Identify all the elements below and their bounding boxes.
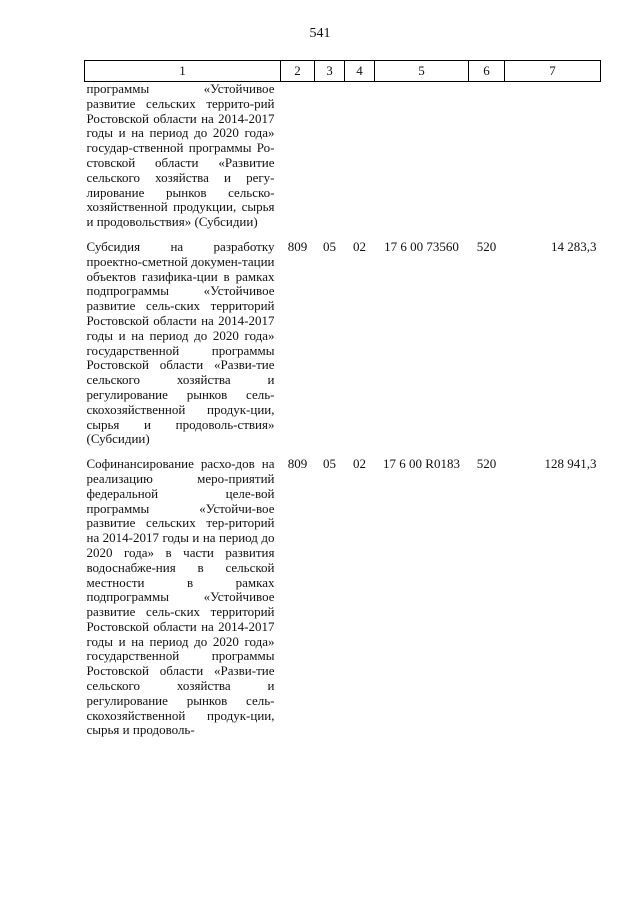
row-description: Софинансирование расхо-дов на реализацию меро-приятий федеральной целе-вой программы «Устойчи-вое развитие сельских тер-риторий на 2014-2017 годы и на период до 2020 года» в части развития водоснабже-ния в сельской местности в рамках подпрограммы «Устойчивое развитие сель-ских территорий Ростовской области на 2014-2017 годы и на период до 2020 года» государственной программы Ростовской области «Разви-тие сельского хозяйства и регулирование рынков сель-скохозяйственной продук-ции, сырья и продоволь- (86, 456, 275, 738)
row-target-article: 17 6 00 73560 (384, 238, 459, 254)
row-ministry-code (281, 82, 315, 230)
column-header-1: 1 (85, 61, 281, 82)
row-amount: 14 283,3 (551, 238, 597, 254)
table-row (85, 457, 601, 738)
row-ministry-code: 809 (287, 238, 308, 254)
row-target-article (375, 82, 469, 230)
row-expense-type: 520 (476, 456, 497, 472)
row-subsection-code: 02 (353, 238, 366, 254)
row-subsection-code (345, 82, 375, 230)
row-expense-type (469, 82, 505, 230)
column-header-4: 4 (345, 61, 375, 82)
row-section-code: 05 (323, 456, 336, 472)
row-target-article: 17 6 00 R0183 (383, 456, 460, 472)
column-header-5: 5 (375, 61, 469, 82)
column-header-7: 7 (505, 61, 601, 82)
table-row (85, 82, 601, 230)
column-header-6: 6 (469, 61, 505, 82)
budget-table (84, 60, 601, 738)
table-row (85, 240, 601, 447)
row-amount (505, 82, 601, 230)
column-header-2: 2 (281, 61, 315, 82)
row-ministry-code: 809 (287, 456, 308, 472)
column-number-header-row (85, 61, 601, 82)
row-subsection-code: 02 (353, 456, 366, 472)
row-amount: 128 941,3 (544, 456, 597, 472)
row-description: Субсидия на разработку проектно-сметной докумен-тации объектов газифика-ции в рамках подпрограммы «Устойчивое развитие сель-ских территорий Ростовской области на 2014-2017 годы и на период до 2020 года» государственной программы Ростовской области «Разви-тие сельского хозяйства и регулирование рынков сель-скохозяйственной продук-ции, сырья и продоволь-ствия» (Субсидии) (86, 238, 275, 447)
row-section-code: 05 (323, 238, 336, 254)
row-section-code (315, 82, 345, 230)
row-description: программы «Устойчивое развитие сельских террито-рий Ростовской области на 2014-2017 годы и на период до 2020 года» государ-ственной программы Ро-стовской области «Развитие сельского хозяйства и регу-лирование рынков сельско-хозяйственной продукции, сырья и продовольствия» (Субсидии) (86, 81, 275, 230)
column-header-3: 3 (315, 61, 345, 82)
page-number: 541 (309, 26, 331, 41)
row-expense-type: 520 (476, 238, 497, 254)
